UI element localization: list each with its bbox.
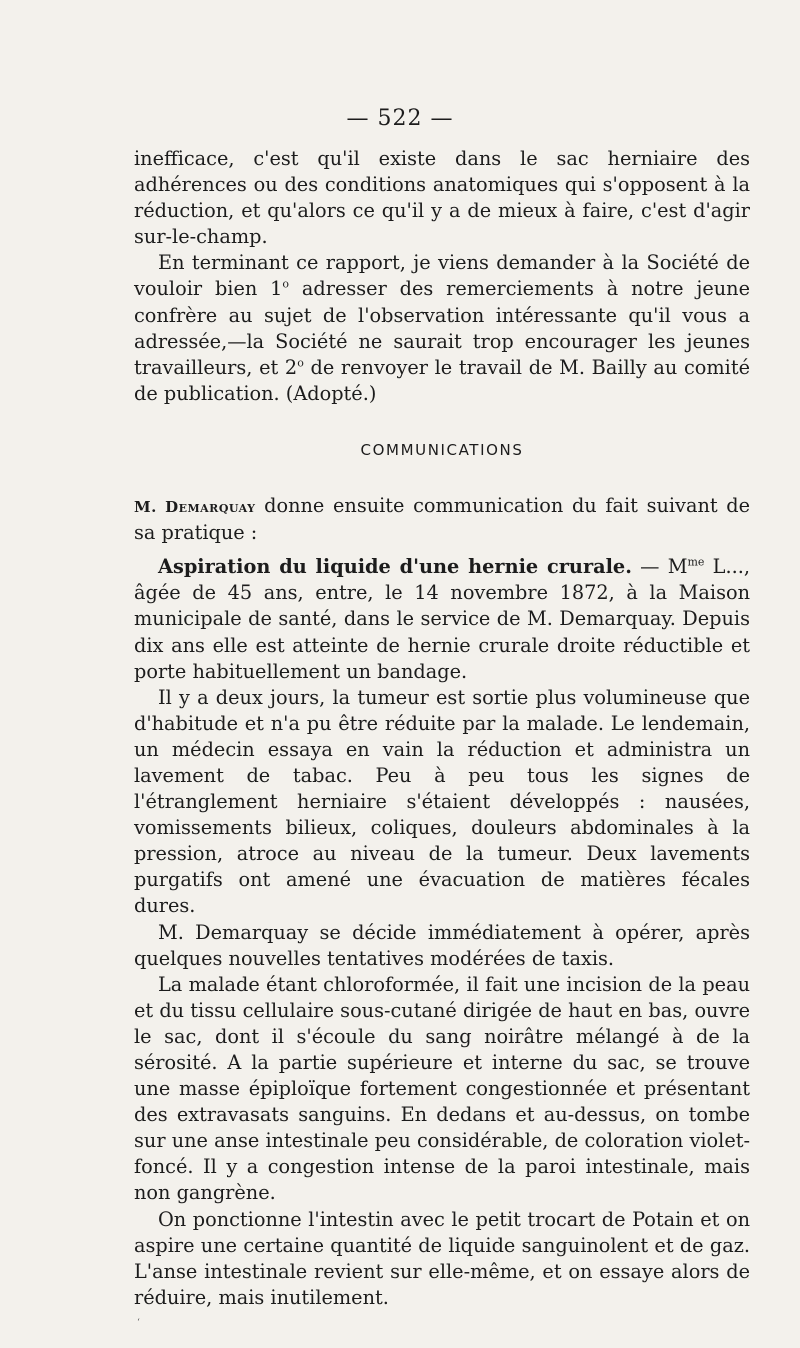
case-title: Aspiration du liquide d'une hernie crurale. [158, 555, 632, 579]
case-text: L..., âgée de 45 ans, entre, le 14 novembre 1872, à la Maison municipale de santé, dans le service de M. Demarquay. Depuis dix ans elle est atteinte de hernie crurale droite réductible et porte habituellement un bandage. [134, 555, 750, 683]
section-heading: COMMUNICATIONS [360, 440, 524, 459]
speaker-name: M. Demarquay [134, 498, 256, 517]
case-title-sup: me [687, 555, 705, 569]
intro-text: donne ensuite communication du fait suivant de sa pratique : [134, 494, 751, 545]
ordinal-2: o [297, 356, 304, 370]
paragraph-decision: M. Demarquay se décide immédiatement à opérer, après quelques nouvelles tentatives modérées de taxis. [134, 920, 750, 970]
body-text [134, 146, 750, 1311]
report-text-a: En terminant ce rapport, je viens demander à la Société de vouloir bien 1 [134, 251, 750, 301]
ordinal-1: o [282, 278, 290, 292]
paragraph-puncture: On ponctionne l'intestin avec le petit trocart de Potain et on aspire une certaine quantité de liquide sanguinolent et de gaz. L'anse intestinale revient sur elle-même, et on essaye alors de réduire, mais inutilement. [134, 1207, 750, 1309]
paragraph-operation: La malade étant chloroformée, il fait une incision de la peau et du tissu cellulaire sous-cutané dirigée de haut en bas, ouvre le sac, dont il s'écoule du sang noirâtre mélangé à de la sérosité. A la partie supérieure et interne du sac, se trouve une masse épiploïque fortement congestionnée et présentant des extravasats sanguins. En dedans et au-dessus, on tombe sur une anse intestinale peu considérable, de coloration violet-foncé. Il y a congestion intense de la paroi intestinale, mais non gangrène. [134, 972, 750, 1205]
report-text-c: de renvoyer le travail de M. Bailly au comité de publication. (Adopté.) [134, 355, 750, 405]
case-separator: — M [631, 555, 688, 579]
paragraph-communication-intro [134, 493, 750, 546]
paragraph-continuation: inefficace, c'est qu'il existe dans le sac herniaire des adhérences ou des conditions anatomiques qui s'opposent à la réduction, et qu'alors ce qu'il y a de mieux à faire, c'est d'agir sur-le-champ. [134, 147, 750, 249]
report-text-b: adresser des remerciements à notre jeune confrère au sujet de l'observation intéressante qu'il vous a adressée,—la Société ne saurait trop encourager les jeunes travailleurs, et 2 [134, 277, 750, 379]
page-number: — 522 — [346, 106, 454, 131]
paragraph-report-conclusion [134, 250, 750, 407]
paragraph-case [134, 554, 750, 684]
paragraph-symptoms: Il y a deux jours, la tumeur est sortie plus volumineuse que d'habitude et n'a pu être réduite par la malade. Le lendemain, un médecin essaya en vain la réduction et administra un lavement de tabac. Peu à peu tous les signes de l'étranglement herniaire s'étaient développés : nausées, vomissements bilieux, coliques, douleurs abdominales à la pression, atroce au niveau de la tumeur. Deux lavements purgatifs ont amené une évacuation de matières fécales dures. [134, 685, 750, 918]
footer-mark: ‘ [137, 1318, 140, 1328]
